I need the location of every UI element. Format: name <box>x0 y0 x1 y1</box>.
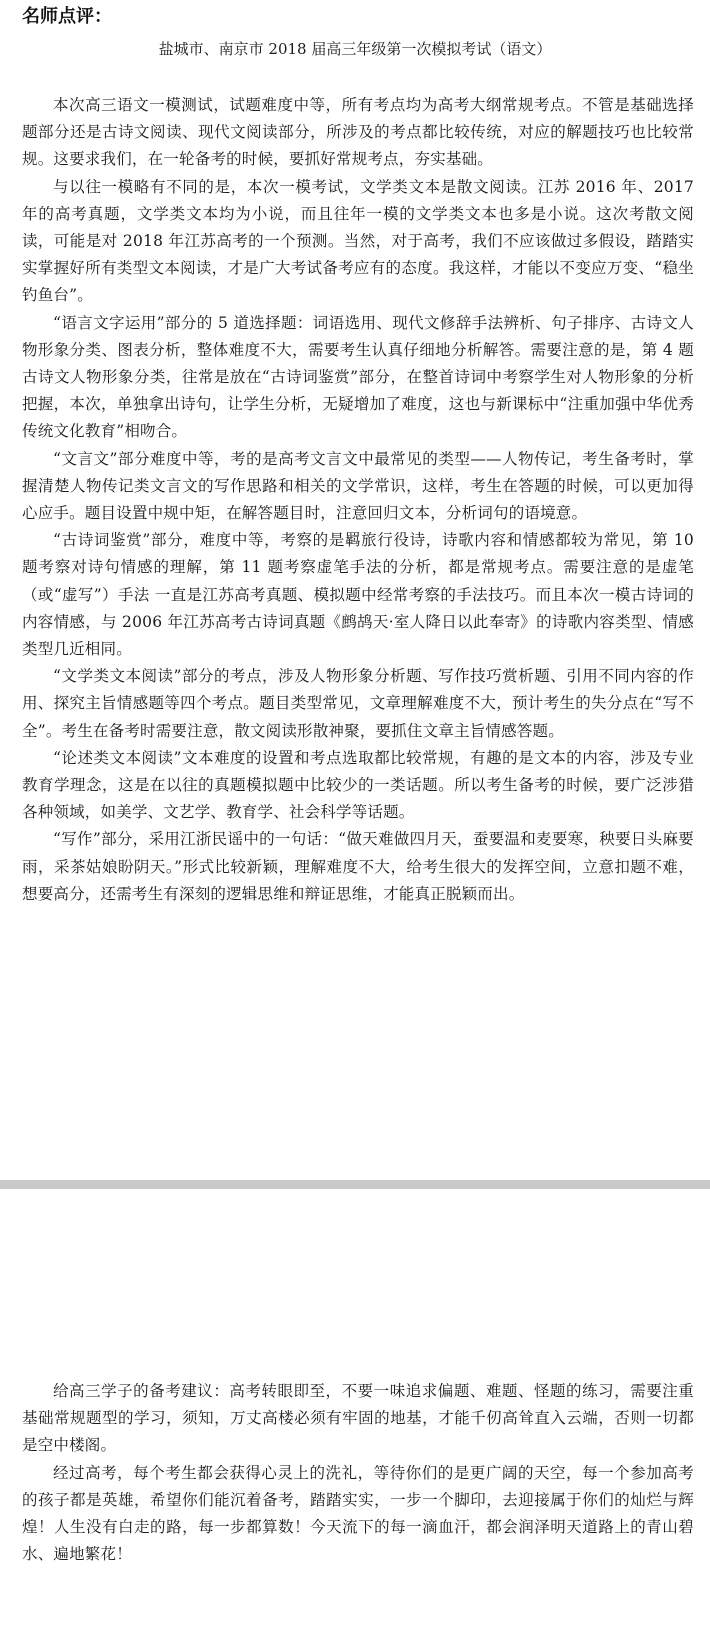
commentary-paragraph: “文学类文本阅读”部分的考点，涉及人物形象分析题、写作技巧赏析题、引用不同内容的作用、探究主旨情感题等四个考点。题目类型常见，文章理解难度不大，预计考生的失分点在“写不全”。考生在备考时需要注意，散文阅读形散神聚，要抓住文章主旨情感答题。 <box>22 667 694 740</box>
commentary-paragraph: “论述类文本阅读”文本难度的设置和考点选取都比较常规，有趣的是文本的内容，涉及专业教育学理念，这是在以往的真题模拟题中比较少的一类话题。所以考生备考的时候，要广泛涉猎各种领域，如美学、文艺学、教育学、社会科学等话题。 <box>22 748 694 822</box>
commentary-paragraph: 本次高三语文一模测试，试题难度中等，所有考点均为高考大纲常规考点。不管是基础选择题部分还是古诗文阅读、现代文阅读部分，所涉及的考点都比较传统，对应的解题技巧也比较常规。这要求我们，在一轮备考的时候，要抓好常规考点，夯实基础。 <box>22 96 694 169</box>
commentary-paragraph: 与以往一模略有不同的是，本次一模考试，文学类文本是散文阅读。江苏 2016 年、2017 年的高考真题，文学类文本均为小说，而且往年一模的文学类文本也多是小说。这次考散文阅读，可能是对 2018 年江苏高考的一个预测。当然，对于高考，我们不应该做过多假设，踏踏实实掌握好所有类型文本阅读，才是广大考试备考应有的态度。我这样，才能以不变应万变、“稳坐钓鱼台”。 <box>22 177 694 305</box>
advice-paragraph: 给高三学子的备考建议：高考转眼即至，不要一味追求偏题、难题、怪题的练习，需要注重基础常规题型的学习，须知，万丈高楼必须有牢固的地基，才能千仞高耸直入云端，否则一切都是空中楼阁。 <box>22 1382 694 1455</box>
commentary-section <box>22 92 694 908</box>
commentary-paragraph: “语言文字运用”部分的 5 道选择题：词语选用、现代文修辞手法辨析、句子排序、古诗文人物形象分类、图表分析，整体难度不大，需要考生认真仔细地分析解答。需要注意的是，第 4 题古诗文人物形象分类，往常是放在“古诗词鉴赏”部分，在整首诗词中考察学生对人物形象的分析把握，本次，单独拿出诗句，让学生分析，无疑增加了难度，这也与新课标中“注重加强中华优秀传统文化教育”相吻合。 <box>22 313 694 441</box>
commentary-paragraph: “写作”部分，采用江浙民谣中的一句话：“做天难做四月天，蚕要温和麦要寒，秧要日头麻要雨，采茶姑娘盼阴天。”形式比较新颖，理解难度不大，给考生很大的发挥空间，立意扣题不难，想要高分，还需考生有深刻的逻辑思维和辩证思维，才能真正脱颖而出。 <box>22 830 694 903</box>
advice-paragraph: 经过高考，每个考生都会获得心灵上的洗礼，等待你们的是更广阔的天空，每一个参加高考的孩子都是英雄，希望你们能沉着备考，踏踏实实，一步一个脚印，去迎接属于你们的灿烂与辉煌！人生没有白走的路，每一步都算数！今天流下的每一滴血汗，都会润泽明天道路上的青山碧水、遍地繁花！ <box>22 1463 694 1564</box>
commentary-paragraph: “文言文”部分难度中等，考的是高考文言文中最常见的类型——人物传记，考生备考时，掌握清楚人物传记类文言文的写作思路和相关的文学常识，这样，考生在答题的时候，可以更加得心应手。题目设置中规中矩，在解答题目时，注意回归文本，分析词句的语境意。 <box>22 449 694 523</box>
commentary-paragraph: “古诗词鉴赏”部分，难度中等，考察的是羁旅行役诗，诗歌内容和情感都较为常见，第 10 题考察对诗句情感的理解，第 11 题考察虚笔手法的分析，都是常规考点。需要注意的是虚笔（或“虚写”）手法 一直是江苏高考真题、模拟题中经常考察的手法技巧。而且本次一模古诗词的内容情感，与 2006 年江苏高考古诗词真题《鹧鸪天·室人降日以此奉寄》的诗歌内容类型、情感类型几近相同。 <box>22 531 695 659</box>
document-title: 盐城市、南京市 2018 届高三年级第一次模拟考试（语文） <box>158 40 552 58</box>
page-divider <box>0 1180 710 1189</box>
section-label: 名师点评： <box>22 6 112 27</box>
advice-section <box>22 1378 694 1568</box>
